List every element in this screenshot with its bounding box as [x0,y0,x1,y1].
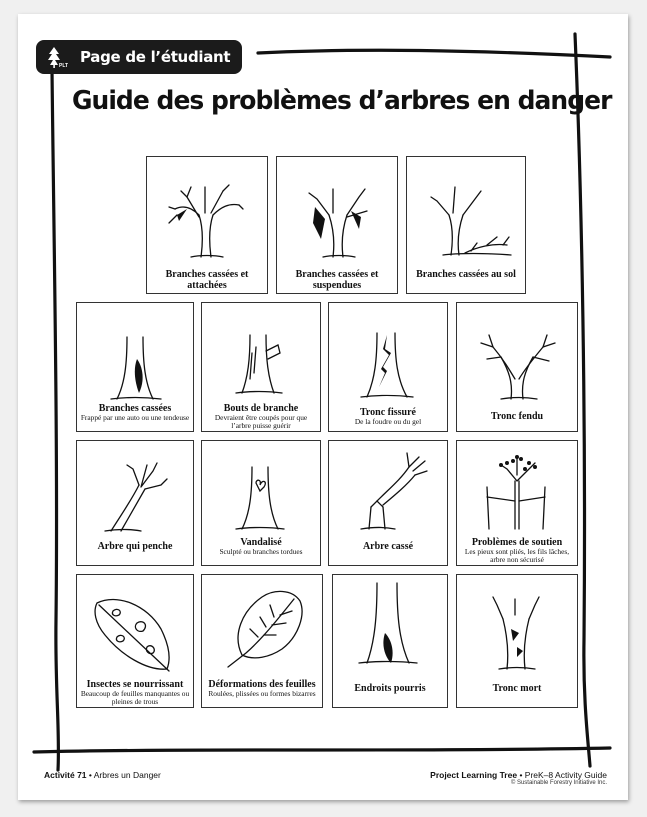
card-title: Tronc fendu [490,411,544,422]
card-subtitle: Frappé par une auto ou une tendeuse [80,413,190,422]
card-title: Arbre cassé [362,541,414,552]
card-feeding-insects [76,574,194,708]
card-broken-tree [328,440,448,566]
card-title: Bouts de branche [223,403,299,414]
card-trunk-wound [76,302,194,432]
card-branch-on-ground [406,156,526,294]
card-title: Déformations des feuilles [208,679,316,690]
card-broken-hanging [276,156,398,294]
activity-number: Activité 71 [44,770,87,780]
card-dead-trunk [456,574,578,708]
card-split-trunk [456,302,578,432]
card-title: Branches cassées et suspendues [295,269,379,291]
card-subtitle: Les pieux sont pliés, les fils lâches, arbre non sécurisé [464,547,570,565]
guide-title: PreK–8 Activity Guide [524,770,607,780]
card-broken-attached [146,156,268,294]
card-subtitle: Beaucoup de feuilles manquantes ou pleines de trous [80,689,190,707]
card-rotten-spots [332,574,448,708]
tab-label: Page de l’étudiant [80,48,231,66]
card-cracked-trunk [328,302,448,432]
card-title: Vandalisé [240,537,282,548]
card-title: Insectes se nourrissant [86,679,184,690]
card-subtitle: De la foudre ou du gel [354,417,422,426]
card-subtitle: Devraient être coupés pour que l’arbre puisse guérir [214,413,308,431]
card-title: Tronc mort [492,683,542,694]
copyright: © Sustainable Forestry Initiative Inc. [510,780,607,786]
card-title: Branches cassées au sol [416,269,516,280]
card-title: Problèmes de soutien [471,537,563,548]
card-vandalized [201,440,321,566]
card-leaning-tree [76,440,194,566]
page-title: Guide des problèmes d’arbres en danger [72,86,612,116]
student-page-tab [36,40,242,74]
footer-activity: Activité 71 • Arbres un Danger [44,770,161,780]
footer-guide: Project Learning Tree • PreK–8 Activity Guide © Sustainable Forestry Initiative Inc. [430,770,607,786]
logo-text: PLT [59,63,69,69]
plt-tree-logo-icon [46,45,72,69]
card-leaf-deformations [201,574,323,708]
card-support-problems [456,440,578,566]
guide-name: Project Learning Tree [430,770,518,780]
card-title: Tronc fissuré [359,407,416,418]
card-title: Branches cassées [98,403,172,414]
card-branch-stub [201,302,321,432]
card-title: Arbre qui penche [97,541,173,552]
activity-title: Arbres un Danger [93,770,161,780]
card-title: Branches cassées et attachées [165,269,249,291]
card-subtitle: Roulées, plissées ou formes bizarres [208,689,316,698]
card-title: Endroits pourris [354,683,426,694]
card-subtitle: Sculpté ou branches tordues [219,547,303,556]
